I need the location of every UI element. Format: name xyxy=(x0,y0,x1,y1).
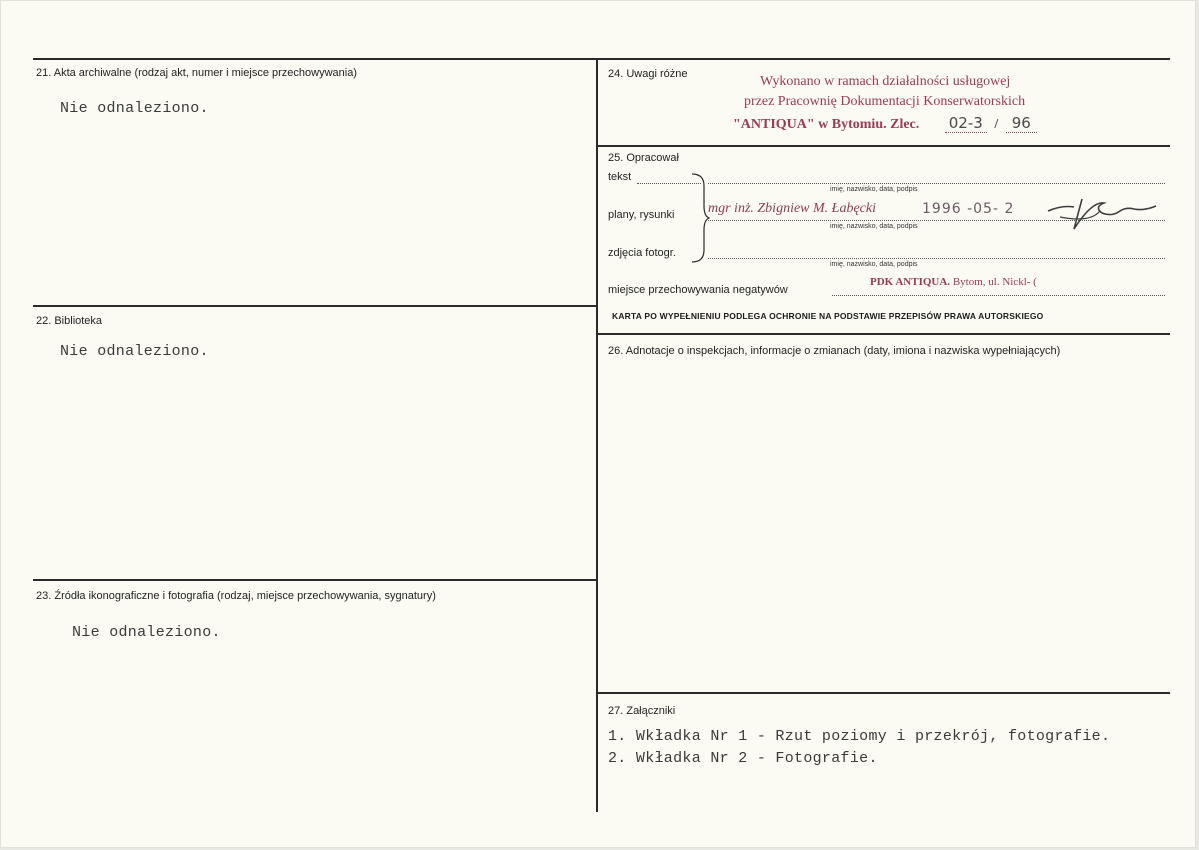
caption-plany: imię, nazwisko, data, podpis xyxy=(830,223,918,230)
negatives-stamp-name: PDK ANTIQUA. xyxy=(870,276,951,288)
attachment-item-2: 2. Wkładka Nr 2 - Fotografie. xyxy=(608,750,878,767)
section-27-label: 27. Załączniki xyxy=(608,705,676,717)
order-year: 96 xyxy=(1006,114,1037,133)
row-zdjecia-line xyxy=(708,258,1165,259)
signature xyxy=(1042,183,1172,238)
service-stamp-line2: przez Pracownię Dokumentacji Konserwatorskich xyxy=(744,94,1026,109)
author-stamp: mgr inż. Zbigniew M. Łabęcki xyxy=(708,201,876,216)
rule-21-22 xyxy=(33,305,597,307)
caption-tekst: imię, nazwisko, data, podpis xyxy=(830,186,918,193)
rows-brace xyxy=(690,172,710,264)
rule-22-23 xyxy=(33,579,597,581)
section-24-label: 24. Uwagi różne xyxy=(608,68,688,80)
section-23-label: 23. Źródła ikonograficzne i fotografia (rodzaj, miejsce przechowywania, sygnatury) xyxy=(36,590,436,602)
service-stamp-line3 xyxy=(733,114,1037,133)
caption-zdjecia: imię, nazwisko, data, podpis xyxy=(830,261,918,268)
rule-26-27 xyxy=(597,692,1170,694)
section-22-value: Nie odnaleziono. xyxy=(60,343,209,360)
negatives-line xyxy=(832,295,1165,296)
order-separator: / xyxy=(994,117,999,132)
negatives-label: miejsce przechowywania negatywów xyxy=(608,284,788,296)
row-tekst-label: tekst xyxy=(608,171,632,183)
negatives-stamp xyxy=(870,276,1037,288)
section-26-label: 26. Adnotacje o inspekcjach, informacje o zmianach (daty, imiona i nazwiska wypełniających) xyxy=(608,345,1061,357)
row-zdjecia-label: zdjęcia fotogr. xyxy=(608,247,676,259)
center-divider xyxy=(596,58,598,812)
negatives-stamp-address: Bytom, ul. Nickl- ( xyxy=(952,276,1037,288)
section-21-label: 21. Akta archiwalne (rodzaj akt, numer i miejsce przechowywania) xyxy=(36,67,357,79)
section-22-label: 22. Biblioteka xyxy=(36,315,103,327)
author-date: 1996 -05- 2 xyxy=(922,201,1015,217)
order-number: 02-3 xyxy=(945,114,987,133)
row-plany-label: plany, rysunki xyxy=(608,209,675,221)
rule-24-25 xyxy=(597,145,1170,147)
attachment-item-1: 1. Wkładka Nr 1 - Rzut poziomy i przekrój, fotografie. xyxy=(608,728,1111,745)
rule-25-26 xyxy=(597,333,1170,335)
section-21-value: Nie odnaleziono. xyxy=(60,100,209,117)
service-stamp-prefix: "ANTIQUA" w Bytomiu. Zlec. xyxy=(733,117,920,132)
service-stamp-line1: Wykonano w ramach działalności usługowej xyxy=(760,74,1011,89)
copyright-note: KARTA PO WYPEŁNIENIU PODLEGA OCHRONIE NA PODSTAWIE PRZEPISÓW PRAWA AUTORSKIEGO xyxy=(612,311,1044,321)
section-23-value: Nie odnaleziono. xyxy=(72,624,221,641)
top-rule xyxy=(33,58,1170,60)
section-25-label: 25. Opracował xyxy=(608,152,679,164)
